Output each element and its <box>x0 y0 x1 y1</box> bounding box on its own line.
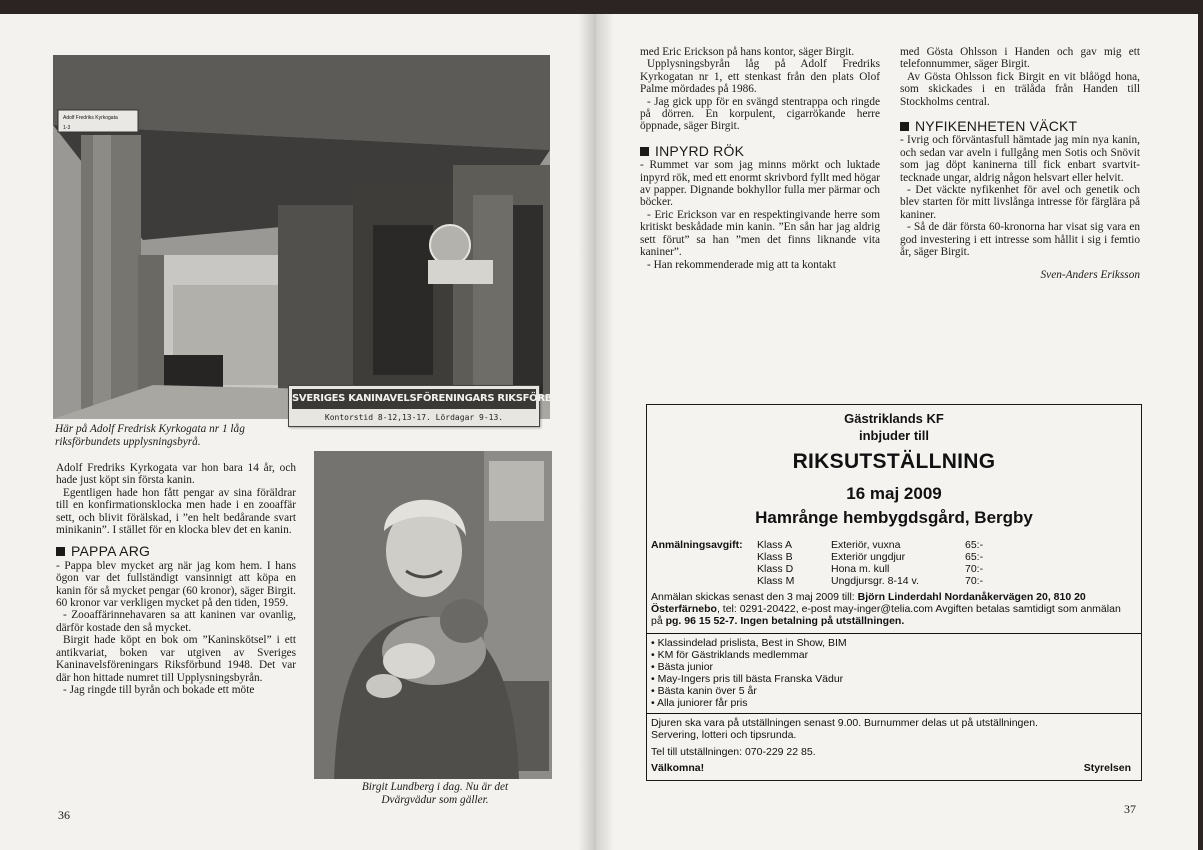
bullet-item: • KM för Gästriklands medlemmar <box>651 649 809 661</box>
bullet-item: • Bästa junior <box>651 661 714 673</box>
paragraph: med Gösta Ohlsson i Handen och gav mig ett telefonnummer, säger Birgit. <box>900 46 1140 71</box>
divider <box>647 633 1141 634</box>
paragraph: Adolf Fredriks Kyrkogata var hon bara 14 år, och hade just köpt sin första kanin. <box>56 462 296 487</box>
info-line: Servering, lotteri och tipsrunda. <box>651 729 797 741</box>
info-line: Djuren ska vara på utställningen senast 9.00. Burnummer delas ut på utställningen. <box>651 717 1038 729</box>
exhibition-ad <box>646 404 1142 781</box>
fee-desc: Hona m. kull <box>831 563 890 575</box>
fee-price: 70:- <box>965 575 984 587</box>
divider <box>647 713 1141 714</box>
fee-klass-column <box>757 539 794 587</box>
heading-square-icon <box>640 147 649 156</box>
photo-birgit-with-rabbit <box>314 451 552 779</box>
fee-price-column <box>965 539 983 587</box>
signature-text: Styrelsen <box>1083 762 1131 774</box>
paragraph: med Eric Erickson på hans kontor, säger Birgit. <box>640 46 855 58</box>
paragraph: - Det väckte nyfikenhet för avel och genetik och blev starten för mitt livslånga intresse för färglära på kaniner. <box>900 184 1140 221</box>
fee-klass: Klass D <box>757 563 794 575</box>
caption-line: riksförbundets upplysningsbyrå. <box>55 435 201 448</box>
ad-org: Gästriklands KF <box>844 411 944 426</box>
photo2-caption <box>330 781 540 806</box>
fee-label: Anmälningsavgift: <box>651 539 743 551</box>
fee-desc: Exteriör ungdjur <box>831 551 906 563</box>
fee-price: 65:- <box>965 551 984 563</box>
street-sign-name: Adolf Fredriks Kyrkogata <box>63 115 118 121</box>
fee-klass: Klass M <box>757 575 795 587</box>
reg-payment: pg. 96 15 52-7. Ingen betalning på utställningen. <box>665 615 905 627</box>
bullet-item: • Bästa kanin över 5 år <box>651 685 757 697</box>
banner-hours: Kontorstid 8-12,13-17. Lördagar 9-13. <box>324 413 504 422</box>
bullet-item: • May-Ingers pris till bästa Franska Vädur <box>651 673 844 685</box>
section-heading-inpyrd-rok <box>640 142 880 159</box>
reg-address: Björn Linderdahl Nordanåkervägen 20, 810 20 Österfärnebo <box>651 591 1086 615</box>
paragraph: - Eric Erickson var en respektingivande herre som kritiskt beskådade min kanin. ”En sån har jag aldrig sett förut” sa han ”men det finns liknande vita kaniner”. <box>640 208 880 259</box>
section-heading-nyfikenheten <box>900 118 1140 135</box>
registration-info <box>651 591 1131 627</box>
ad-invites: inbjuder till <box>858 428 930 443</box>
fee-klass: Klass B <box>757 551 793 563</box>
page-number-right: 37 <box>1124 802 1136 816</box>
ad-date: 16 maj 2009 <box>846 484 942 503</box>
left-page <box>0 14 596 850</box>
caption-line: Birgit Lundberg i dag. Nu är det <box>361 781 509 793</box>
prize-list <box>651 637 1131 709</box>
heading-square-icon <box>900 122 909 131</box>
right-column-2-text <box>900 46 1140 281</box>
heading-text: NYFIKENHETEN VÄCKT <box>915 118 1078 135</box>
phone-info: Tel till utställningen: 070-229 22 85. <box>651 746 816 758</box>
right-column-1-text <box>640 46 880 271</box>
fold-shadow <box>578 14 596 850</box>
heading-text: PAPPA ARG <box>71 543 151 560</box>
paragraph: - Zooaffärinnehavaren sa att kaninen var ovanlig, därför kostade den så mycket. <box>56 609 296 634</box>
paragraph: - Jag gick upp för en svängd stentrappa och ringde på dörren. En korpulent, cigarrökande herre öppnade, säger Birgit. <box>640 95 880 133</box>
paragraph: - Ivrig och förväntasfull hämtade jag min nya kanin, och sedan var aveln i fullgång men Sotis och Snövit som jag döpt kaninerna till fick enbart svartvit-tecknade ungar, aldrig någon helsvart eller helvit. <box>900 134 1140 184</box>
paragraph: - Jag ringde till byrån och bokade ett möte <box>63 683 255 696</box>
caption-line: Dvärgvädur som gäller. <box>381 793 489 806</box>
reg-text: , tel: 0291-20422, e-post may-inger@telia.com Avgiften betalas samtidigt som anmälan på <box>651 603 1121 627</box>
fold-shadow <box>596 14 614 850</box>
bullet-item: • Alla juniorer får pris <box>651 697 748 709</box>
heading-square-icon <box>56 547 65 556</box>
fee-price: 65:- <box>965 539 984 551</box>
welcome-text: Välkomna! <box>651 762 705 774</box>
fee-desc: Ungdjursgr. 8-14 v. <box>831 575 919 587</box>
author-byline: Sven-Anders Eriksson <box>1040 268 1140 281</box>
paragraph: Birgit hade köpt en bok om ”Kaninskötsel” i ett antikvariat, boken var utgiven av Sveriges Kaninavelsföreningars Riksförbund 1948. Det var där hon hittade numret till Upplysningsbyrån. <box>56 634 296 684</box>
reg-text: Anmälan skickas senast den 3 maj 2009 till: <box>651 591 858 603</box>
photo-office-entrance <box>53 55 550 419</box>
right-page <box>596 14 1198 850</box>
heading-text: INPYRD RÖK <box>655 142 745 159</box>
ad-venue: Hamrånge hembygdsgård, Bergby <box>755 508 1033 527</box>
office-banner <box>288 385 576 427</box>
caption-line: Här på Adolf Fredrisk Kyrkogata nr 1 låg <box>55 423 245 435</box>
page-number-left: 36 <box>58 808 70 822</box>
fee-klass: Klass A <box>757 539 793 551</box>
paragraph: - Pappa blev mycket arg när jag kom hem. I hans ögon var det fullständigt vansinnigt att köpa en kanin för så mycket pengar (60 kronor), säger Birgit. 60 kronor var verkligen mycket på den tiden, 1959. <box>56 559 296 610</box>
bullet-item: • Klassindelad prislista, Best in Show, BIM <box>651 637 847 649</box>
section-heading-pappa-arg <box>56 543 296 560</box>
left-column-text <box>56 462 296 696</box>
paragraph: - Så de där första 60-kronorna har visat sig vara en god investering i ett intresse som hållit i sig i femtio år, säger Birgit. <box>900 221 1140 259</box>
ad-title: RIKSUTSTÄLLNING <box>792 450 996 473</box>
paragraph: Egentligen hade hon fått pengar av sina föräldrar till en konfirmationsklocka men hade i en zooaffär sett, och blivit förälskad, i ”en helt bedårande svart minikanin”. I stället för en klocka blev det en kanin. <box>56 486 296 537</box>
arrival-info <box>651 717 1131 741</box>
paragraph: Upplysningsbyrån låg på Adolf Fredriks Kyrkogatan nr 1, ett stenkast från den plats Olof Palme mördades på 1986. <box>640 58 880 96</box>
photo1-caption <box>55 423 285 448</box>
paragraph: - Han rekommenderade mig att ta kontakt <box>647 258 836 271</box>
fee-desc-column <box>831 539 919 587</box>
fee-desc: Exteriör, vuxna <box>831 539 901 551</box>
fee-price: 70:- <box>965 563 984 575</box>
street-sign-number: 1-3 <box>63 125 71 131</box>
paragraph: - Rummet var som jag minns mörkt och luktade inpyrd rök, med ett enormt skrivbord fyllt med högar av papper. Dignande bokhyllor fulla mer pärmar och böcker. <box>640 159 881 209</box>
banner-title: SVERIGES KANINAVELSFÖRENINGARS RIKSFÖRBUND <box>292 389 536 409</box>
paragraph: Av Gösta Ohlsson fick Birgit en vit blåögd hona, som skickades i en trälåda från Handen till Stockholms central. <box>900 70 1140 108</box>
